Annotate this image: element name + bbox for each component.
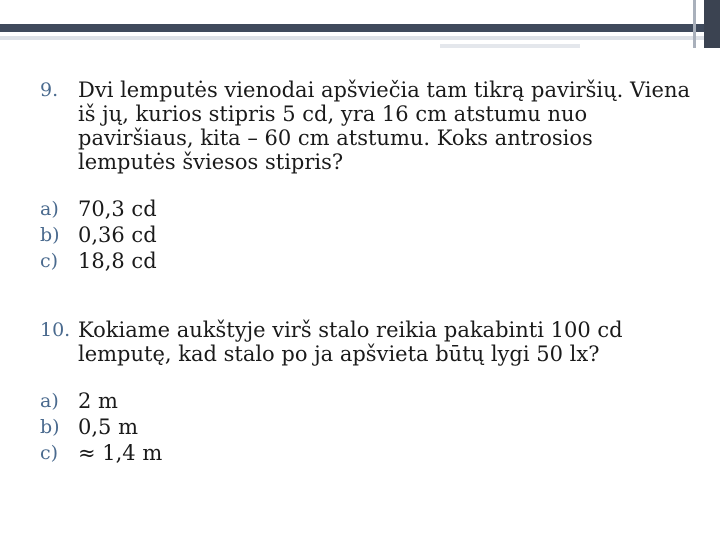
slide-content [40,78,690,466]
corner-accent-line [693,0,696,48]
answer-text: 2 m [78,389,118,413]
answer-text: 70,3 cd [78,197,157,221]
answer-option [40,414,690,440]
question-text: Kokiame aukštyje virš stalo reikia pakabinti 100 cd lemputę, kad stalo po ja apšvieta būtų lygi 50 lx? [78,318,623,366]
header-accent-line [0,36,720,40]
answer-letter: a) [40,390,59,412]
corner-accent-block [704,0,720,48]
question-number: 10. [40,319,71,341]
answer-list-9 [40,196,690,274]
answer-text: 18,8 cd [78,249,157,273]
answer-text: 0,36 cd [78,223,157,247]
header-bar [0,24,720,32]
spacer [40,274,690,318]
question-10 [40,318,690,366]
answer-letter: b) [40,416,60,438]
answer-text: ≈ 1,4 m [78,441,163,465]
answer-letter: c) [40,250,59,272]
answer-text: 0,5 m [78,415,138,439]
answer-list-10 [40,388,690,466]
answer-letter: b) [40,224,60,246]
answer-letter: a) [40,198,59,220]
answer-option [40,196,690,222]
answer-letter: c) [40,442,59,464]
answer-option [40,222,690,248]
answer-option [40,440,690,466]
question-9 [40,78,690,174]
answer-option [40,388,690,414]
header-accent-segment [440,44,580,48]
answer-option [40,248,690,274]
question-number: 9. [40,79,59,101]
question-text: Dvi lemputės vienodai apšviečia tam tikrą paviršių. Viena iš jų, kurios stipris 5 cd, yra 16 cm atstumu nuo paviršiaus, kita – 60 cm atstumu. Koks antrosios lemputės šviesos stipris? [78,78,690,174]
